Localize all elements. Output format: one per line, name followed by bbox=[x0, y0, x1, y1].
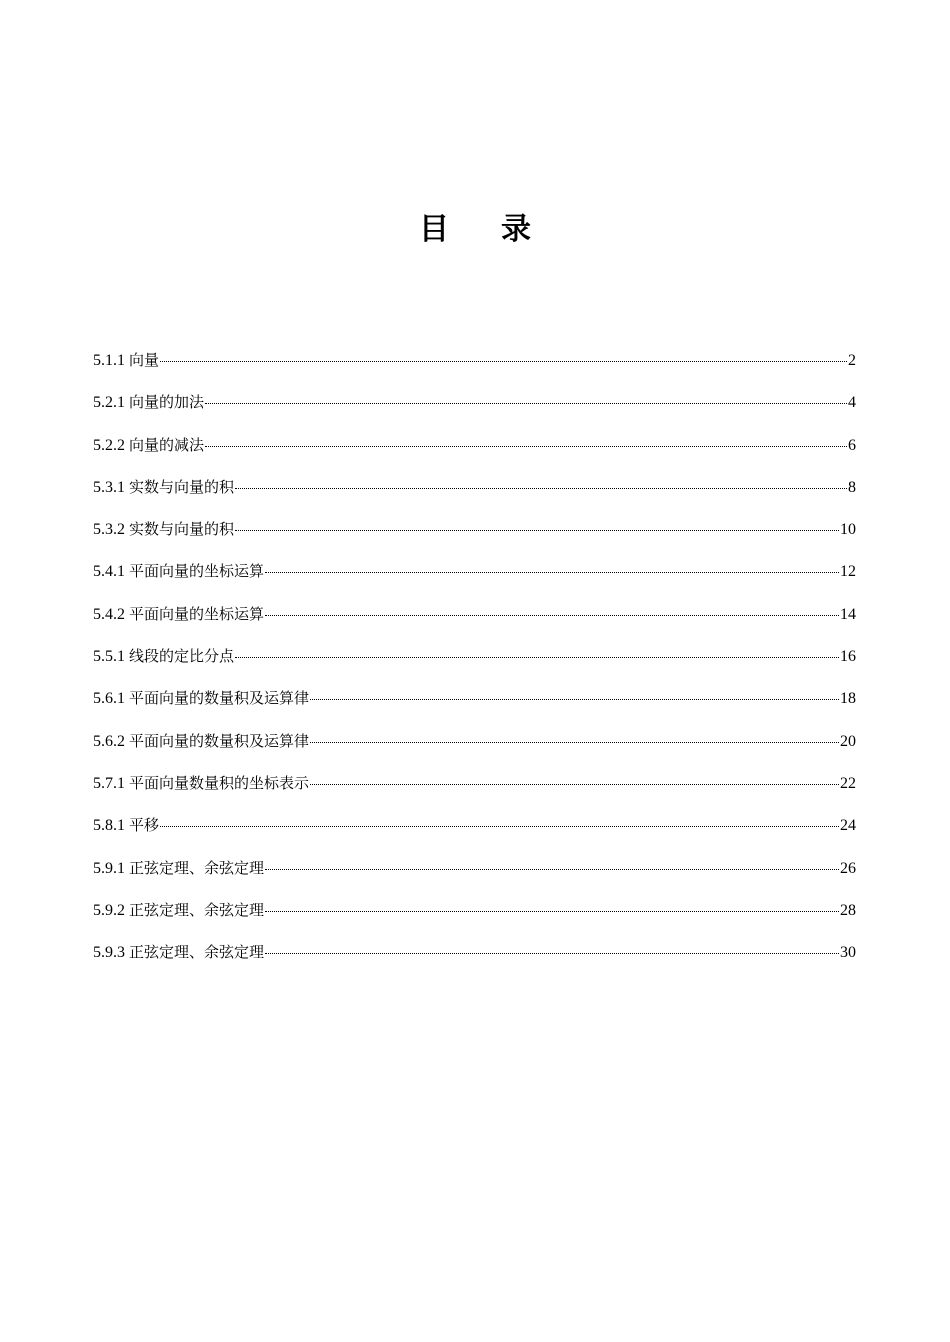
toc-entry-label[interactable] bbox=[93, 889, 264, 932]
toc-entry-label[interactable] bbox=[93, 635, 234, 678]
toc-entry[interactable] bbox=[93, 508, 856, 550]
toc-section-number: 5.4.2 bbox=[93, 605, 125, 623]
dot-leader bbox=[265, 911, 839, 912]
toc-entry[interactable] bbox=[93, 339, 856, 381]
dot-leader bbox=[265, 953, 839, 954]
toc-page-number[interactable]: 12 bbox=[840, 563, 856, 581]
dot-leader bbox=[235, 488, 847, 489]
toc-entry-label[interactable] bbox=[93, 550, 264, 593]
toc-section-title: 平面向量的坐标运算 bbox=[129, 604, 265, 623]
dot-leader bbox=[310, 784, 839, 785]
toc-entry[interactable] bbox=[93, 931, 856, 973]
toc-section-title: 实数与向量的积 bbox=[129, 520, 235, 539]
dot-leader bbox=[160, 361, 847, 362]
toc-entry-label[interactable] bbox=[93, 381, 204, 424]
toc-entry[interactable] bbox=[93, 635, 856, 677]
toc-section-number: 5.7.1 bbox=[93, 774, 125, 792]
toc-section-number: 5.9.3 bbox=[93, 944, 125, 962]
toc-entry-label[interactable] bbox=[93, 804, 159, 847]
toc-entry-label[interactable] bbox=[93, 593, 264, 636]
toc-section-title: 正弦定理、余弦定理 bbox=[129, 900, 265, 919]
toc-section-number: 5.6.1 bbox=[93, 690, 125, 708]
toc-entry[interactable] bbox=[93, 762, 856, 804]
toc-entry-label[interactable] bbox=[93, 762, 309, 805]
dot-leader bbox=[235, 657, 839, 658]
toc-entry[interactable] bbox=[93, 804, 856, 846]
dot-leader bbox=[205, 446, 847, 447]
toc-entry[interactable] bbox=[93, 466, 856, 508]
dot-leader bbox=[265, 572, 839, 573]
toc-section-title: 平面向量的数量积及运算律 bbox=[129, 689, 310, 708]
toc-section-number: 5.2.1 bbox=[93, 394, 125, 412]
dot-leader bbox=[235, 530, 839, 531]
toc-entry[interactable] bbox=[93, 424, 856, 466]
toc-page-number[interactable]: 16 bbox=[840, 648, 856, 666]
dot-leader bbox=[310, 699, 839, 700]
toc-section-title: 平面向量数量积的坐标表示 bbox=[129, 773, 310, 792]
dot-leader bbox=[310, 742, 839, 743]
toc-entry[interactable] bbox=[93, 593, 856, 635]
dot-leader bbox=[265, 869, 839, 870]
dot-leader bbox=[160, 826, 839, 827]
toc-entry-label[interactable] bbox=[93, 424, 204, 467]
toc-section-title: 正弦定理、余弦定理 bbox=[129, 858, 265, 877]
toc-page-number[interactable]: 24 bbox=[840, 817, 856, 835]
toc-page-number[interactable]: 22 bbox=[840, 774, 856, 792]
toc-section-number: 5.3.2 bbox=[93, 521, 125, 539]
toc-page-number[interactable]: 2 bbox=[848, 352, 856, 369]
page-title: 目录 bbox=[419, 212, 583, 247]
toc-entry[interactable] bbox=[93, 381, 856, 423]
toc-page-number[interactable]: 26 bbox=[840, 859, 856, 877]
toc-page-number[interactable]: 10 bbox=[840, 521, 856, 539]
toc-section-title: 正弦定理、余弦定理 bbox=[129, 943, 265, 962]
toc-page-number[interactable]: 8 bbox=[848, 478, 856, 496]
toc-page-number[interactable]: 14 bbox=[840, 605, 856, 623]
toc-section-title: 线段的定比分点 bbox=[129, 647, 235, 666]
toc-entry-label[interactable] bbox=[93, 677, 309, 720]
toc-entry[interactable] bbox=[93, 847, 856, 889]
toc-section-title: 平面向量的数量积及运算律 bbox=[129, 731, 310, 750]
toc-section-title: 向量的加法 bbox=[129, 393, 205, 412]
toc-section-number: 5.1.1 bbox=[93, 352, 125, 369]
toc-section-number: 5.3.1 bbox=[93, 478, 125, 496]
toc-page-number[interactable]: 20 bbox=[840, 732, 856, 750]
toc-section-number: 5.9.2 bbox=[93, 901, 125, 919]
toc-section-title: 平移 bbox=[129, 816, 160, 835]
toc-section-number: 5.6.2 bbox=[93, 732, 125, 750]
toc-entry[interactable] bbox=[93, 550, 856, 592]
toc-entry-label[interactable] bbox=[93, 508, 234, 551]
toc-entry-label[interactable] bbox=[93, 931, 264, 974]
toc-section-title: 实数与向量的积 bbox=[129, 477, 235, 496]
toc-page-number[interactable]: 18 bbox=[840, 690, 856, 708]
toc-section-number: 5.8.1 bbox=[93, 817, 125, 835]
toc-section-number: 5.2.2 bbox=[93, 436, 125, 454]
toc-entry-label[interactable] bbox=[93, 466, 234, 509]
toc-section-title: 向量的减法 bbox=[129, 435, 205, 454]
toc-page-number[interactable]: 28 bbox=[840, 901, 856, 919]
dot-leader bbox=[205, 403, 847, 404]
toc-entry-label[interactable] bbox=[93, 339, 159, 382]
toc-page-number[interactable]: 30 bbox=[840, 944, 856, 962]
toc-entry[interactable] bbox=[93, 889, 856, 931]
table-of-contents bbox=[93, 339, 856, 973]
toc-entry[interactable] bbox=[93, 720, 856, 762]
toc-entry-label[interactable] bbox=[93, 847, 264, 890]
toc-section-number: 5.9.1 bbox=[93, 859, 125, 877]
dot-leader bbox=[265, 615, 839, 616]
toc-section-title: 平面向量的坐标运算 bbox=[129, 562, 265, 581]
toc-page-number[interactable]: 4 bbox=[848, 394, 856, 412]
toc-entry-label[interactable] bbox=[93, 720, 309, 763]
toc-page-number[interactable]: 6 bbox=[848, 436, 856, 454]
toc-section-number: 5.5.1 bbox=[93, 648, 125, 666]
toc-entry[interactable] bbox=[93, 677, 856, 719]
toc-section-number: 5.4.1 bbox=[93, 563, 125, 581]
toc-section-title: 向量 bbox=[129, 351, 160, 369]
